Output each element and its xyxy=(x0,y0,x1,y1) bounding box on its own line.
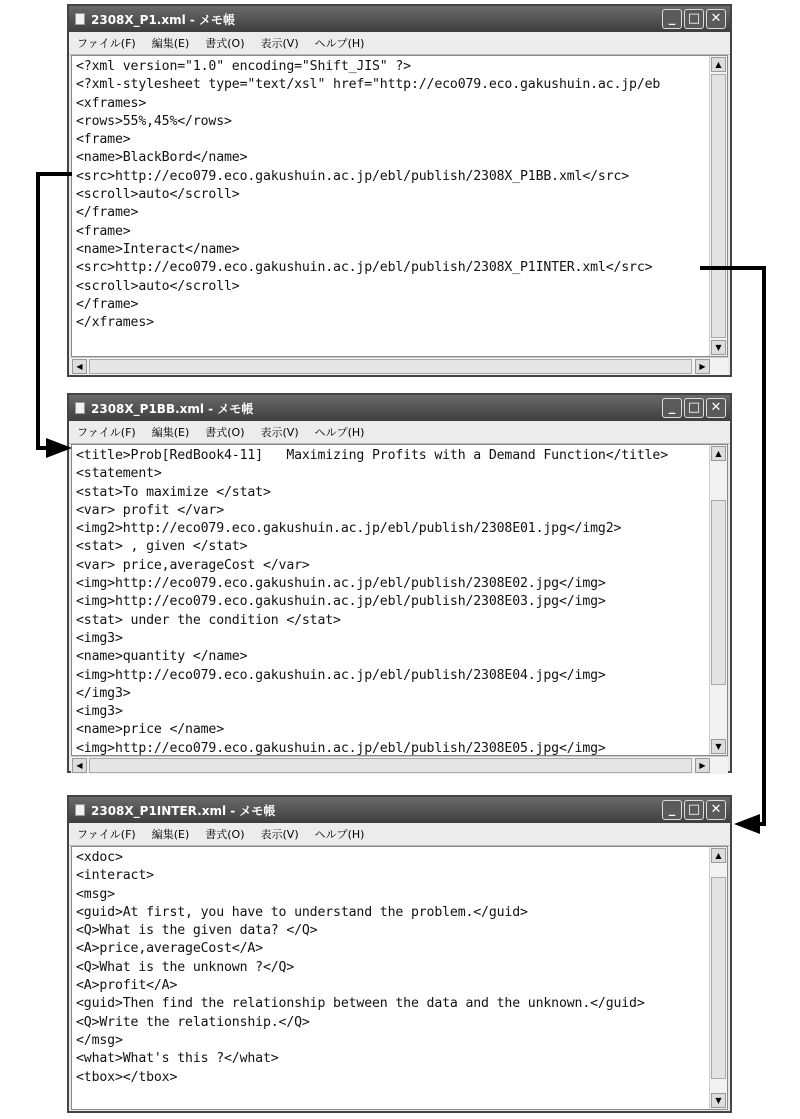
menu-help[interactable]: ヘルプ(H) xyxy=(314,37,365,50)
menu-help[interactable]: ヘルプ(H) xyxy=(314,828,365,841)
text-line: <name>price </name> xyxy=(76,722,225,738)
text-line: <var> price,averageCost </var> xyxy=(76,557,310,573)
scroll-down-button[interactable]: ▼ xyxy=(711,739,726,754)
menu-format[interactable]: 書式(O) xyxy=(205,426,245,439)
notepad-icon xyxy=(75,804,85,816)
scroll-left-button[interactable]: ◀ xyxy=(72,758,87,773)
text-line: <src>http://eco079.eco.gakushuin.ac.jp/ebl/publish/2308X_P1INTER.xml</src> xyxy=(76,260,653,276)
text-line: </frame> xyxy=(76,296,139,312)
text-line: <img3> xyxy=(76,630,123,646)
text-line: </msg> xyxy=(76,1032,123,1048)
menu-edit[interactable]: 編集(E) xyxy=(151,828,190,841)
maximize-button[interactable]: □ xyxy=(684,800,704,820)
scroll-up-button[interactable]: ▲ xyxy=(711,57,726,72)
minimize-button[interactable]: _ xyxy=(662,398,682,418)
text-line: <scroll>auto</scroll> xyxy=(76,278,240,294)
scroll-down-button[interactable]: ▼ xyxy=(711,340,726,355)
text-line: <title>Prob[RedBook4-11] Maximizing Profits with a Demand Function</title> xyxy=(76,448,669,463)
text-area[interactable] xyxy=(71,55,728,357)
maximize-button[interactable]: □ xyxy=(684,398,704,418)
window-title: 2308X_P1BB.xml - メモ帳 xyxy=(91,401,254,416)
text-line: <A>price,averageCost</A> xyxy=(76,941,263,957)
menu-format[interactable]: 書式(O) xyxy=(205,37,245,50)
title-bar xyxy=(69,797,730,823)
scroll-thumb[interactable] xyxy=(711,877,726,1079)
menu-file[interactable]: ファイル(F) xyxy=(77,426,136,439)
text-line: <what>What's this ?</what> xyxy=(76,1051,279,1067)
menu-edit[interactable]: 編集(E) xyxy=(151,426,190,439)
window-title: 2308X_P1INTER.xml - メモ帳 xyxy=(91,803,276,818)
title-bar xyxy=(69,395,730,421)
text-line: <img2>http://eco079.eco.gakushuin.ac.jp/ebl/publish/2308E01.jpg</img2> xyxy=(76,521,622,537)
editor-text[interactable] xyxy=(76,849,707,1109)
text-area[interactable] xyxy=(71,846,728,1110)
horizontal-scroll-thumb[interactable] xyxy=(89,359,692,374)
text-line: <stat>To maximize </stat> xyxy=(76,484,271,500)
horizontal-scroll-thumb[interactable] xyxy=(89,758,692,773)
text-line: <interact> xyxy=(76,868,154,884)
text-line: <name>BlackBord</name> xyxy=(76,150,248,166)
text-line: <Q>What is the given data? </Q> xyxy=(76,923,318,939)
text-line: <var> profit </var> xyxy=(76,502,225,518)
menu-view[interactable]: 表示(V) xyxy=(260,828,299,841)
text-line: <xdoc> xyxy=(76,850,123,865)
vertical-scrollbar[interactable] xyxy=(709,847,727,1109)
text-line: <img>http://eco079.eco.gakushuin.ac.jp/ebl/publish/2308E05.jpg</img> xyxy=(76,740,606,755)
menu-view[interactable]: 表示(V) xyxy=(260,37,299,50)
text-line: <name>quantity </name> xyxy=(76,649,248,665)
text-line: <statement> xyxy=(76,466,162,482)
title-bar xyxy=(69,6,730,32)
text-line: <scroll>auto</scroll> xyxy=(76,187,240,203)
vertical-scrollbar[interactable] xyxy=(709,445,727,755)
text-line: <Q>What is the unknown ?</Q> xyxy=(76,959,295,975)
text-line: <A>profit</A> xyxy=(76,978,178,994)
scroll-thumb[interactable] xyxy=(711,500,726,685)
connector-line-right-vertical xyxy=(762,266,766,826)
text-line: </xframes> xyxy=(76,315,154,331)
text-line: <tbox></tbox> xyxy=(76,1069,178,1085)
horizontal-scrollbar[interactable] xyxy=(71,357,728,375)
connector-line-left-top xyxy=(36,172,72,176)
text-line: <img>http://eco079.eco.gakushuin.ac.jp/ebl/publish/2308E03.jpg</img> xyxy=(76,594,606,610)
editor-text[interactable] xyxy=(76,58,707,356)
notepad-window-p1 xyxy=(67,4,732,377)
text-area[interactable] xyxy=(71,444,728,756)
text-line: <name>Interact</name> xyxy=(76,241,240,257)
text-line: <Q>Write the relationship.</Q> xyxy=(76,1014,310,1030)
scroll-thumb[interactable] xyxy=(711,74,726,338)
menu-file[interactable]: ファイル(F) xyxy=(77,828,136,841)
connector-line-left-vertical xyxy=(36,172,40,450)
notepad-icon xyxy=(75,13,85,25)
text-line: <rows>55%,45%</rows> xyxy=(76,113,232,129)
editor-text[interactable] xyxy=(76,447,707,755)
maximize-button[interactable]: □ xyxy=(684,9,704,29)
text-line: <frame> xyxy=(76,223,131,239)
text-line: <frame> xyxy=(76,132,131,148)
menu-bar xyxy=(69,32,730,55)
menu-bar xyxy=(69,421,730,444)
close-button[interactable]: ✕ xyxy=(706,9,726,29)
scroll-up-button[interactable]: ▲ xyxy=(711,848,726,863)
menu-format[interactable]: 書式(O) xyxy=(205,828,245,841)
menu-bar xyxy=(69,823,730,846)
text-line: <?xml version="1.0" encoding="Shift_JIS" ?> xyxy=(76,59,411,74)
text-line: </img3> xyxy=(76,685,131,701)
scroll-down-button[interactable]: ▼ xyxy=(711,1093,726,1108)
text-line: <stat> under the condition </stat> xyxy=(76,612,341,628)
arrow-head-right-icon xyxy=(734,814,760,834)
notepad-window-p1inter xyxy=(67,795,732,1113)
minimize-button[interactable]: _ xyxy=(662,9,682,29)
scroll-right-button[interactable]: ▶ xyxy=(695,758,710,773)
text-line: <stat> , given </stat> xyxy=(76,539,248,555)
minimize-button[interactable]: _ xyxy=(662,800,682,820)
arrow-head-left-icon xyxy=(46,438,72,458)
text-line: <img3> xyxy=(76,704,123,720)
notepad-window-p1bb xyxy=(67,393,732,773)
scroll-left-button[interactable]: ◀ xyxy=(72,359,87,374)
window-title: 2308X_P1.xml - メモ帳 xyxy=(91,12,236,27)
vertical-scrollbar[interactable] xyxy=(709,56,727,356)
text-line: </frame> xyxy=(76,205,139,221)
horizontal-scrollbar[interactable] xyxy=(71,756,728,774)
text-line: <msg> xyxy=(76,886,115,902)
scroll-right-button[interactable]: ▶ xyxy=(695,359,710,374)
close-button[interactable]: ✕ xyxy=(706,398,726,418)
close-button[interactable]: ✕ xyxy=(706,800,726,820)
text-line: <xframes> xyxy=(76,95,147,111)
text-line: <guid>Then find the relationship between the data and the unknown.</guid> xyxy=(76,996,645,1012)
text-line: <src>http://eco079.eco.gakushuin.ac.jp/ebl/publish/2308X_P1BB.xml</src> xyxy=(76,168,630,184)
connector-line-right-top xyxy=(700,266,766,270)
text-line: <?xml-stylesheet type="text/xsl" href="http://eco079.eco.gakushuin.ac.jp/eb xyxy=(76,77,661,93)
menu-file[interactable]: ファイル(F) xyxy=(77,37,136,50)
notepad-icon xyxy=(75,402,85,414)
menu-help[interactable]: ヘルプ(H) xyxy=(314,426,365,439)
text-line: <img>http://eco079.eco.gakushuin.ac.jp/ebl/publish/2308E02.jpg</img> xyxy=(76,576,606,592)
text-line: <img>http://eco079.eco.gakushuin.ac.jp/ebl/publish/2308E04.jpg</img> xyxy=(76,667,606,683)
menu-view[interactable]: 表示(V) xyxy=(260,426,299,439)
scroll-up-button[interactable]: ▲ xyxy=(711,446,726,461)
text-line: <guid>At first, you have to understand the problem.</guid> xyxy=(76,904,528,920)
menu-edit[interactable]: 編集(E) xyxy=(151,37,190,50)
